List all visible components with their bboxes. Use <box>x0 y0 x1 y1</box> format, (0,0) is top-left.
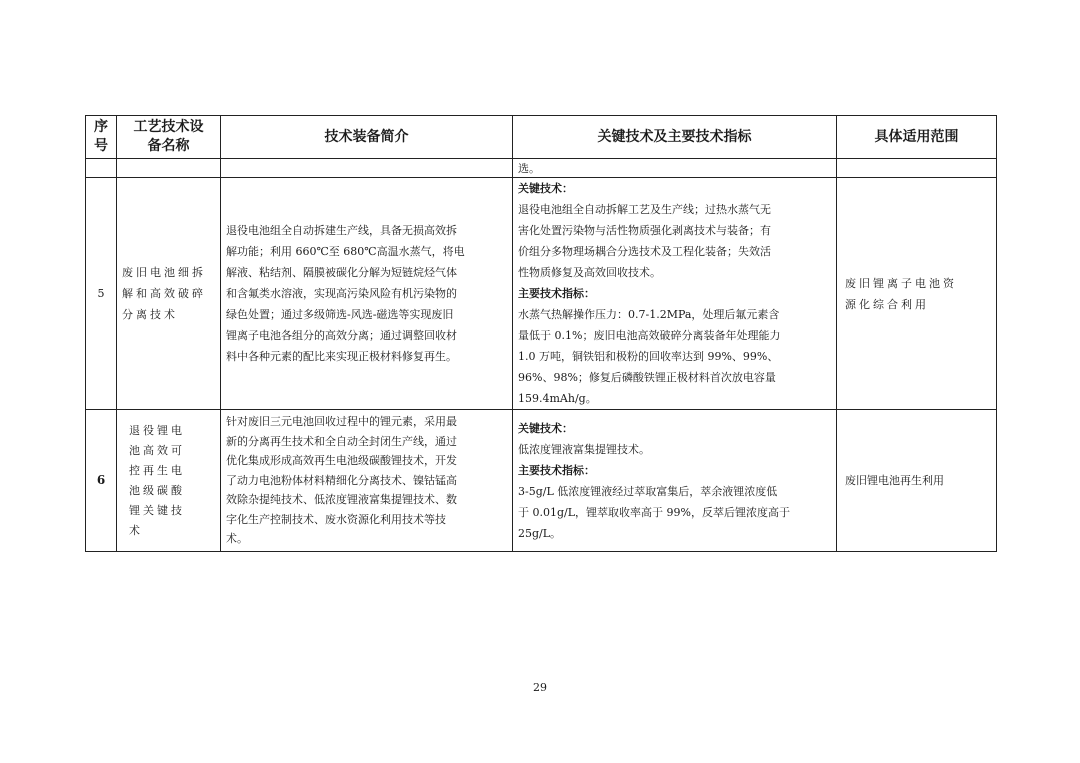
header-scope: 具体适用范围 <box>837 116 997 159</box>
key-technology: 关键技术： 低浓度锂液富集提锂技术。 主要技术指标： 3-5g/L 低浓度锂液经过萃取富集后，萃余液锂浓度低 于 0.01g/L，锂萃取收率高于 99%，反萃后锂浓度高于 25g/L。 <box>513 410 837 552</box>
key-technology: 关键技术： 退役电池组全自动拆解工艺及生产线；过热水蒸气无 害化处置污染物与活性物质强化剥离技术与装备；有 价组分多物理场耦合分选技术及工程化装备；失效活 性物质修复及高效回收技术。 主要技术指标： 水蒸气热解操作压力：0.7-1.2MPa，处理后氟元素含 量低于 0.1%；废旧电池高效破碎分离装备年处理能力 1.0 万吨，铜铁铝和极粉的回收率达到 99%、99%、 96%、98%；修复后磷酸铁锂正极材料首次放电容量 159.4mAh/g。 <box>513 178 837 410</box>
header-intro: 技术装备简介 <box>221 116 513 159</box>
equipment-name: 退役锂电 池高效可 控再生电 池级碳酸 锂关键技 术 <box>117 410 221 552</box>
application-scope: 废旧锂离子电池资 源化综合利用 <box>837 178 997 410</box>
equipment-intro: 针对废旧三元电池回收过程中的锂元素，采用最 新的分离再生技术和全自动全封闭生产线，通过 优化集成形成高效再生电池级碳酸锂技术，开发 了动力电池粉体材料精细化分离技术、镍钴锰高 效除杂提纯技术、低浓度锂液富集提锂技术、数 字化生产控制技术、废水资源化利用技术等技 术。 <box>221 410 513 552</box>
row-number: 5 <box>86 178 117 410</box>
table-row-6 <box>86 410 997 552</box>
equipment-intro: 退役电池组全自动拆建生产线，具备无损高效拆 解功能；利用 660℃至 680℃高温水蒸气，将电 解液、粘结剂、隔膜被碳化分解为短链烷烃气体 和含氟类水溶液，实现高污染风险有机污染物的 绿色处置；通过多级筛选-风选-磁选等实现废旧 锂离子电池各组分的高效分离；通过调整回收材 料中各种元素的配比来实现正极材料修复再生。 <box>221 178 513 410</box>
application-scope: 废旧锂电池再生利用 <box>837 410 997 552</box>
table-row-5 <box>86 178 997 410</box>
header-name: 工艺技术设 备名称 <box>117 116 221 159</box>
equipment-name: 废旧电池细拆 解和高效破碎 分离技术 <box>117 178 221 410</box>
page-number: 29 <box>533 681 547 694</box>
header-no: 序 号 <box>86 116 117 159</box>
continuation-text: 选。 <box>513 159 837 178</box>
continuation-row <box>86 159 997 178</box>
header-row <box>86 116 997 159</box>
technology-table <box>85 115 997 552</box>
header-key: 关键技术及主要技术指标 <box>513 116 837 159</box>
row-number: 6 <box>86 410 117 552</box>
